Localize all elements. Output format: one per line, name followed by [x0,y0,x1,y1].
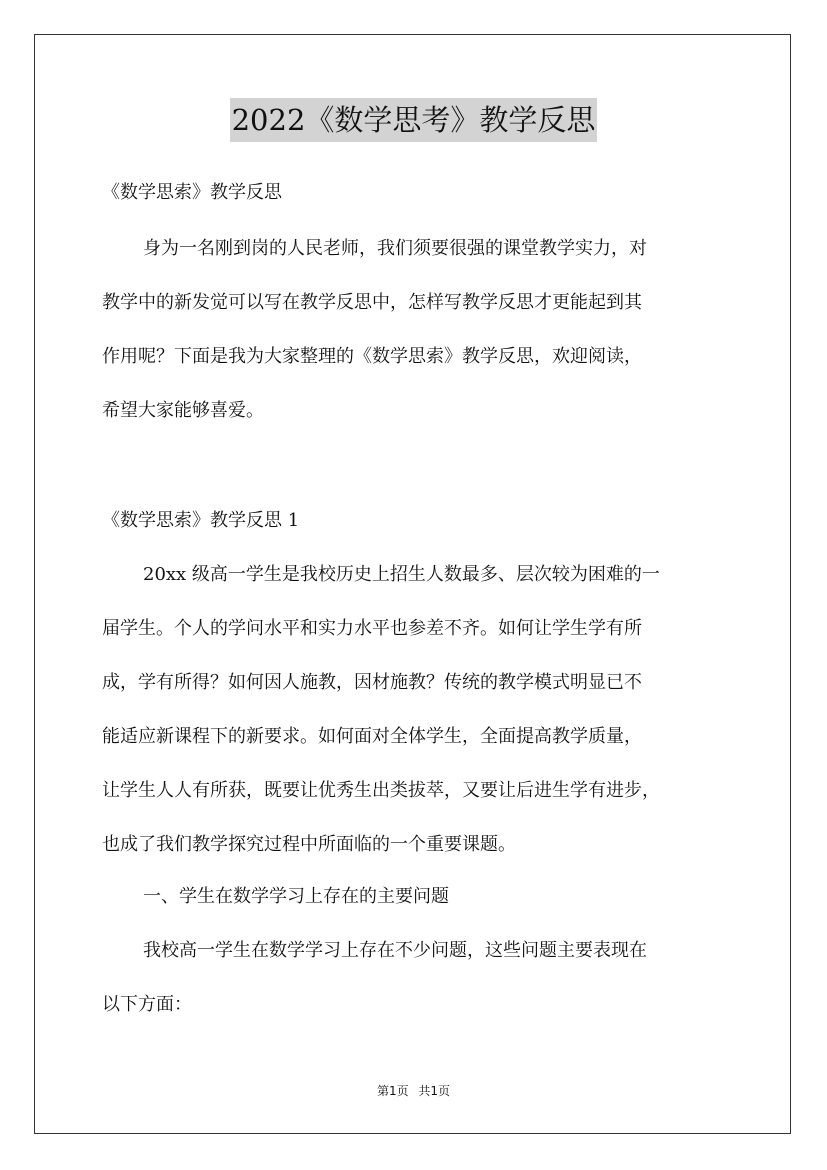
section-heading: 《数学思索》教学反思 1 [102,510,300,531]
page-total: 共1页 [418,1084,451,1098]
section-heading: 《数学思索》教学反思 [102,182,282,203]
paragraph-line: 20xx 级高一学生是我校历史上招生人数最多、层次较为困难的一 [143,564,660,585]
subheading: 一、学生在数学学习上存在的主要问题 [143,886,449,907]
page-number: 第1页 [376,1084,409,1098]
paragraph-line: 我校高一学生在数学学习上存在不少问题，这些问题主要表现在 [143,940,647,961]
paragraph-line: 身为一名刚到岗的人民老师，我们须要很强的课堂教学实力，对 [143,238,647,259]
paragraph-line: 能适应新课程下的新要求。如何面对全体学生，全面提高教学质量， [102,726,642,747]
paragraph-line: 也成了我们教学探究过程中所面临的一个重要课题。 [102,834,516,855]
page-footer [0,1083,827,1099]
document-title: 2022《数学思考》教学反思 [230,98,598,142]
paragraph-line: 成，学有所得？如何因人施教，因材施教？传统的教学模式明显已不 [102,672,642,693]
paragraph-line: 教学中的新发觉可以写在教学反思中，怎样写教学反思才更能起到其 [102,292,642,313]
paragraph-line: 作用呢？下面是我为大家整理的《数学思索》教学反思，欢迎阅读， [102,346,642,367]
paragraph-line: 让学生人人有所获，既要让优秀生出类拔萃，又要让后进生学有进步， [102,780,660,801]
title-container [0,98,827,142]
paragraph-line: 希望大家能够喜爱。 [102,400,264,421]
paragraph-line: 以下方面： [102,994,192,1015]
paragraph-line: 届学生。个人的学问水平和实力水平也参差不齐。如何让学生学有所 [102,618,642,639]
